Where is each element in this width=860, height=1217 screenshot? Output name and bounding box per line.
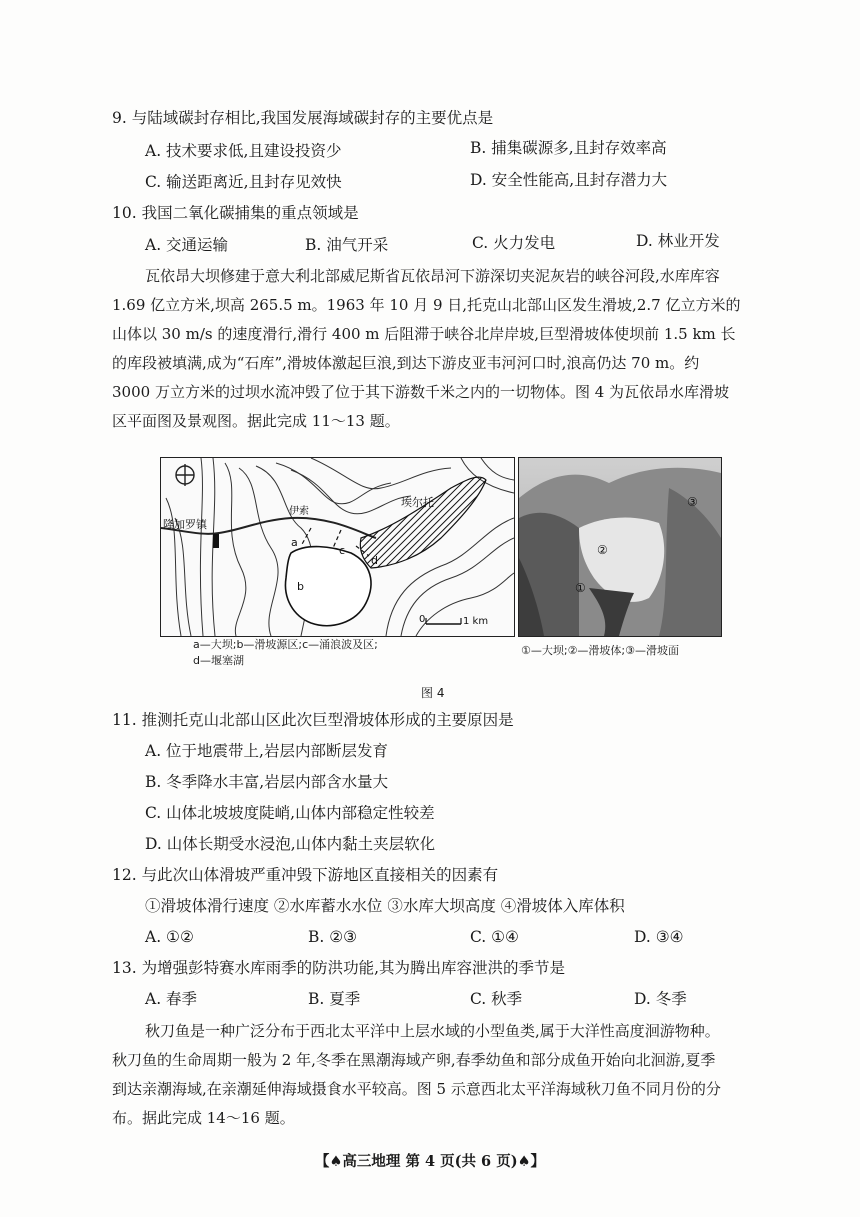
figure-number: 图 4	[421, 686, 445, 700]
q11-option-a: A. 位于地震带上,岩层内部断层发育	[145, 742, 388, 760]
photo-label-3: ③	[687, 495, 698, 509]
passage1-line-2: 1.69 亿立方米,坝高 265.5 m。1963 年 10 月 9 日,托克山北部山区发生滑坡,2.7 亿立方米的	[112, 296, 741, 314]
photo-label-1: ①	[575, 581, 586, 595]
map-scale-label: 1 km	[463, 616, 489, 627]
q9-option-d: D. 安全性能高,且封存潜力大	[470, 171, 668, 189]
q12-option-d: D. ③④	[634, 928, 684, 946]
q11-option-b: B. 冬季降水丰富,岩层内部含水量大	[145, 773, 389, 791]
q12-option-a: A. ①②	[145, 928, 194, 946]
map-label-town-erto: 埃尔托	[401, 496, 434, 509]
map-scale-zero: 0	[419, 614, 426, 625]
passage1-line-6: 区平面图及景观图。据此完成 11～13 题。	[112, 412, 400, 430]
map-caption-line-2: d—堰塞湖	[193, 654, 244, 667]
map-label-d: d	[371, 554, 378, 567]
q10-stem: 10. 我国二氧化碳捕集的重点领域是	[112, 204, 359, 222]
photo-label-2: ②	[597, 543, 608, 557]
q11-option-c: C. 山体北坡坡度陡峭,山体内部稳定性较差	[145, 804, 435, 822]
q9-option-a: A. 技术要求低,且建设投资少	[145, 142, 342, 160]
q12-stem: 12. 与此次山体滑坡严重冲毁下游地区直接相关的因素有	[112, 866, 499, 884]
passage2-line-2: 秋刀鱼的生命周期一般为 2 年,冬季在黑潮海域产卵,春季幼鱼和部分成鱼开始向北洄游,夏季	[112, 1051, 716, 1069]
q11-option-d: D. 山体长期受水浸泡,山体内黏土夹层软化	[145, 835, 436, 853]
q10-option-b: B. 油气开采	[305, 236, 389, 254]
passage2-line-3: 到达亲潮海域,在亲潮延伸海域摄食水平较高。图 5 示意西北太平洋海域秋刀鱼不同月份的分	[112, 1080, 721, 1098]
map-label-place: 伊索	[289, 506, 309, 517]
map-caption-line-1: a—大坝;b—滑坡源区;c—涌浪波及区;	[193, 638, 378, 651]
q10-option-d: D. 林业开发	[636, 232, 720, 250]
passage1-line-3: 山体以 30 m/s 的速度滑行,滑行 400 m 后阻滞于峡谷北岸岸坡,巨型滑坡体使坝前 1.5 km 长	[112, 325, 736, 343]
photo-caption: ①—大坝;②—滑坡体;③—滑坡面	[521, 644, 679, 657]
landslide-landscape-photo	[518, 457, 722, 637]
q9-option-c: C. 输送距离近,且封存见效快	[145, 173, 342, 191]
q13-option-c: C. 秋季	[470, 990, 523, 1008]
map-label-b: b	[297, 580, 304, 593]
q9-stem: 9. 与陆域碳封存相比,我国发展海域碳封存的主要优点是	[112, 109, 494, 127]
q13-stem: 13. 为增强彭特赛水库雨季的防洪功能,其为腾出库容泄洪的季节是	[112, 959, 566, 977]
passage2-line-1: 秋刀鱼是一种广泛分布于西北太平洋中上层水域的小型鱼类,属于大洋性高度洄游物种。	[145, 1022, 720, 1040]
q11-stem: 11. 推测托克山北部山区此次巨型滑坡体形成的主要原因是	[112, 711, 514, 729]
q13-option-b: B. 夏季	[308, 990, 361, 1008]
q9-option-b: B. 捕集碳源多,且封存效率高	[470, 139, 667, 157]
q13-option-a: A. 春季	[145, 990, 198, 1008]
passage1-line-1: 瓦依昂大坝修建于意大利北部威尼斯省瓦依昂河下游深切夹泥灰岩的峡谷河段,水库库容	[145, 267, 720, 285]
passage2-line-4: 布。据此完成 14～16 题。	[112, 1109, 295, 1127]
passage1-line-5: 3000 万立方米的过坝水流冲毁了位于其下游数千米之内的一切物体。图 4 为瓦依昂水库滑坡	[112, 383, 730, 401]
landslide-plan-map	[160, 457, 515, 637]
q13-option-d: D. 冬季	[634, 990, 687, 1008]
map-label-a: a	[291, 536, 298, 549]
q12-factors: ①滑坡体滑行速度 ②水库蓄水水位 ③水库大坝高度 ④滑坡体入库体积	[145, 897, 625, 915]
map-label-c: c	[339, 544, 346, 557]
page-footer: 【♠高三地理 第 4 页(共 6 页)♠】	[314, 1153, 546, 1170]
passage1-line-4: 的库段被填满,成为“石库”,滑坡体激起巨浪,到达下游皮亚韦河河口时,浪高仍达 70 m。约	[112, 354, 700, 372]
q12-option-c: C. ①④	[470, 928, 519, 946]
q12-option-b: B. ②③	[308, 928, 358, 946]
map-label-town-longarone: 隆加罗镇	[163, 518, 207, 531]
q10-option-a: A. 交通运输	[145, 236, 229, 254]
q10-option-c: C. 火力发电	[472, 234, 556, 252]
